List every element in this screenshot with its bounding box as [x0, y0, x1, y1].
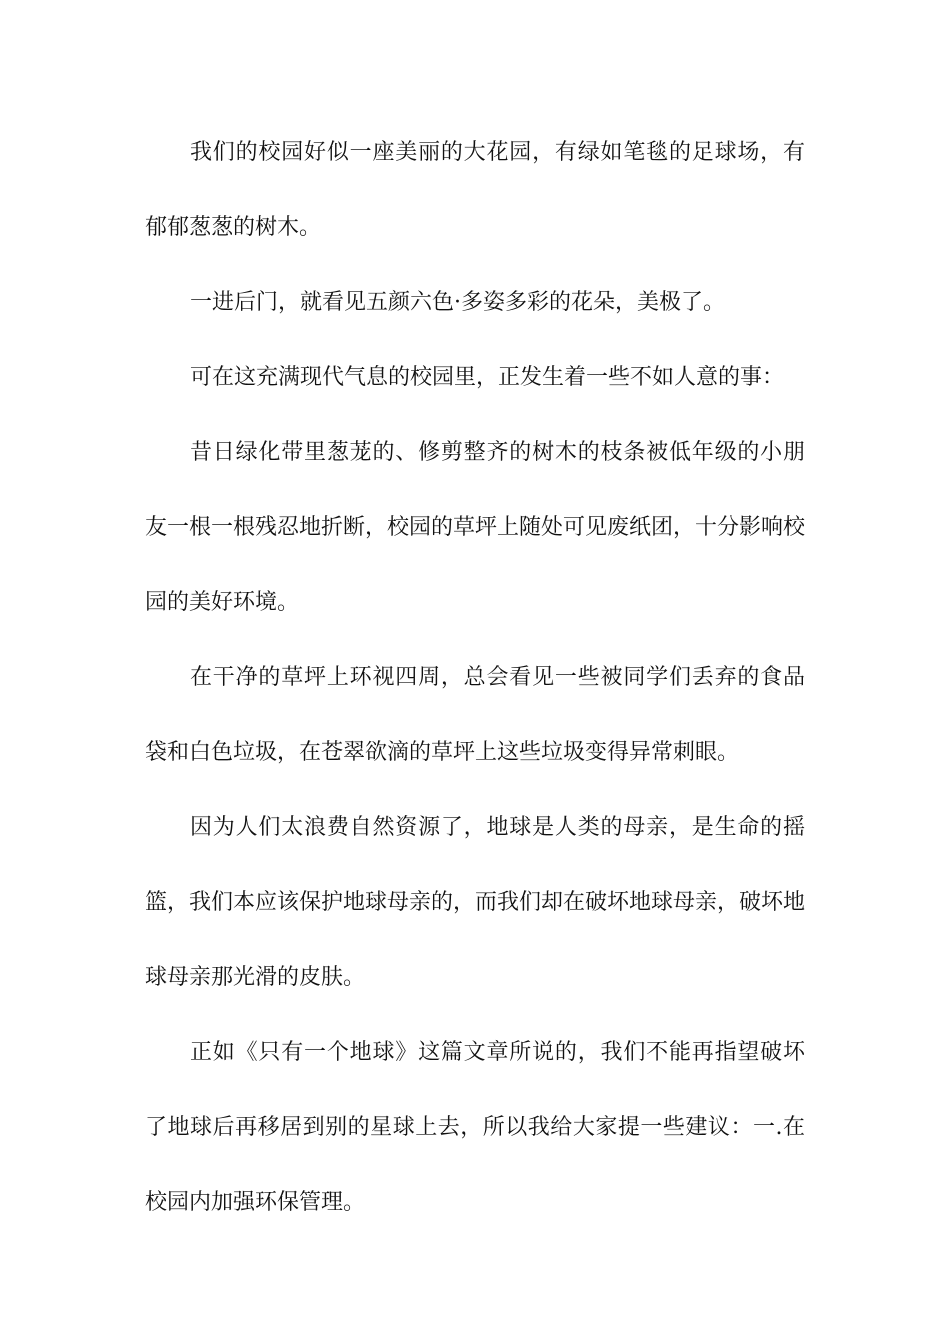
document-body [145, 115, 805, 1240]
paragraph-unpleasant-events: 可在这充满现代气息的校园里，正发生着一些不如人意的事： [190, 365, 785, 390]
paragraph-campus-garden: 我们的校园好似一座美丽的大花园，有绿如笔毯的足球场，有郁郁葱葱的树木。 [145, 140, 805, 240]
paragraph-mother-earth: 因为人们太浪费自然资源了，地球是人类的母亲，是生命的摇篮，我们本应该保护地球母亲的，而我们却在破坏地球母亲，破坏地球母亲那光滑的皮肤。 [145, 815, 806, 990]
paragraph-litter-on-lawn: 在干净的草坪上环视四周，总会看见一些被同学们丢弃的食品袋和白色垃圾，在苍翠欲滴的草坪上这些垃圾变得异常刺眼。 [145, 665, 805, 765]
paragraph-suggestions: 正如《只有一个地球》这篇文章所说的，我们不能再指望破坏了地球后再移居到别的星球上去，所以我给大家提一些建议：一.在校园内加强环保管理。 [145, 1040, 805, 1215]
paragraph-back-gate-flowers: 一进后门，就看见五颜六色·多姿多彩的花朵，美极了。 [190, 290, 725, 315]
paragraph-broken-branches: 昔日绿化带里葱茏的、修剪整齐的树木的枝条被低年级的小朋友一根一根残忍地折断，校园的草坪上随处可见废纸团，十分影响校园的美好环境。 [145, 440, 806, 615]
